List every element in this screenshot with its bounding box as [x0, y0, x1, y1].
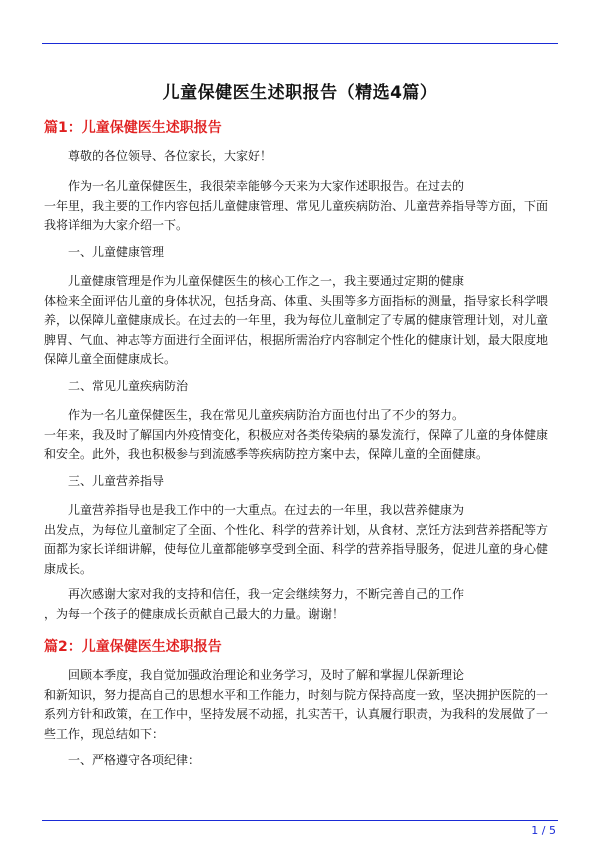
text-line: 和安全。此外，我也积极参与到流感季等疾病防控方案中去，保障儿童的全面健康。: [44, 447, 489, 461]
paragraph: [44, 585, 556, 624]
paragraph: [44, 272, 556, 370]
text-line: 脾胃、气血、神志等方面进行全面评估，根据所需治疗内容制定个性化的健康计划，最大限度地: [44, 332, 549, 347]
page-number: 1 / 5: [531, 824, 556, 837]
subheading: [44, 472, 556, 492]
text-line: 一年来，我及时了解国内外疫情变化，积极应对各类传染病的暴发流行，保障了儿童的身体健康: [44, 427, 549, 442]
text-line: 一年里，我主要的工作内容包括儿童健康管理、常见儿童疾病防治、儿童营养指导等方面，下面: [44, 198, 549, 213]
text-line: 面都为家长详细讲解，使每位儿童都能够享受到全面、科学的营养指导服务，促进儿童的身心健: [44, 542, 549, 556]
paragraph: [44, 501, 556, 579]
footer-rule: [42, 820, 558, 821]
paragraph: [44, 147, 556, 167]
text-line: 一、儿童健康管理: [68, 245, 165, 259]
text-line: 体检来全面评估儿童的身体状况，包括身高、体重、头围等多方面指标的测量，指导家长科学喂: [44, 293, 549, 308]
document-title: 儿童保健医生述职报告（精选4篇）: [162, 83, 438, 103]
text-line: 儿童营养指导也是我工作中的一大重点。在过去的一年里，我以营养健康为: [68, 503, 465, 517]
text-line: 三、儿童营养指导: [68, 474, 165, 488]
subheading: [44, 243, 556, 263]
header-rule: [42, 43, 558, 44]
paragraph: [44, 666, 556, 744]
section-2-heading: 篇2：儿童保健医生述职报告: [44, 639, 222, 655]
text-line: 尊敬的各位领导、各位家长，大家好！: [68, 149, 273, 163]
text-line: 一、严格遵守各项纪律：: [68, 753, 201, 767]
text-line: 我将详细为大家介绍一下。: [44, 218, 189, 232]
text-line: 回顾本季度，我自觉加强政治理论和业务学习，及时了解和掌握儿保新理论: [68, 668, 465, 682]
text-line: 系列方针和政策，在工作中，坚持发展不动摇，扎实苦干，认真履行职责，为我科的发展做了一: [44, 707, 549, 721]
subheading: [44, 377, 556, 397]
text-line: 养，以保障儿童健康成长。在过去的一年里，我为每位儿童制定了专属的健康管理计划，对儿童: [44, 313, 549, 327]
section-1-heading: 篇1：儿童保健医生述职报告: [44, 120, 222, 136]
text-line: 康成长。: [44, 561, 93, 576]
subheading: [44, 751, 556, 771]
paragraph: [44, 177, 556, 236]
text-line: 作为一名儿童保健医生，我在常见儿童疾病防治方面也付出了不少的努力。: [68, 408, 465, 422]
text-line: 二、常见儿童疾病防治: [68, 379, 189, 393]
text-line: 儿童健康管理是作为儿童保健医生的核心工作之一，我主要通过定期的健康: [68, 274, 465, 288]
text-line: 作为一名儿童保健医生，我很荣幸能够今天来为大家作述职报告。在过去的: [68, 179, 465, 193]
text-line: 再次感谢大家对我的支持和信任，我一定会继续努力，不断完善自己的工作: [68, 587, 465, 601]
text-line: 些工作，现总结如下：: [44, 726, 165, 741]
text-line: ，为每一个孩子的健康成长贡献自己最大的力量。谢谢！: [44, 606, 345, 621]
text-line: 出发点，为每位儿童制定了全面、个性化、科学的营养计划，从食材、烹饪方法到营养搭配等方: [44, 522, 549, 537]
text-line: 保障儿童全面健康成长。: [44, 352, 177, 366]
text-line: 和新知识，努力提高自己的思想水平和工作能力，时刻与院方保持高度一致，坚决拥护医院的一: [44, 687, 549, 702]
paragraph: [44, 406, 556, 465]
